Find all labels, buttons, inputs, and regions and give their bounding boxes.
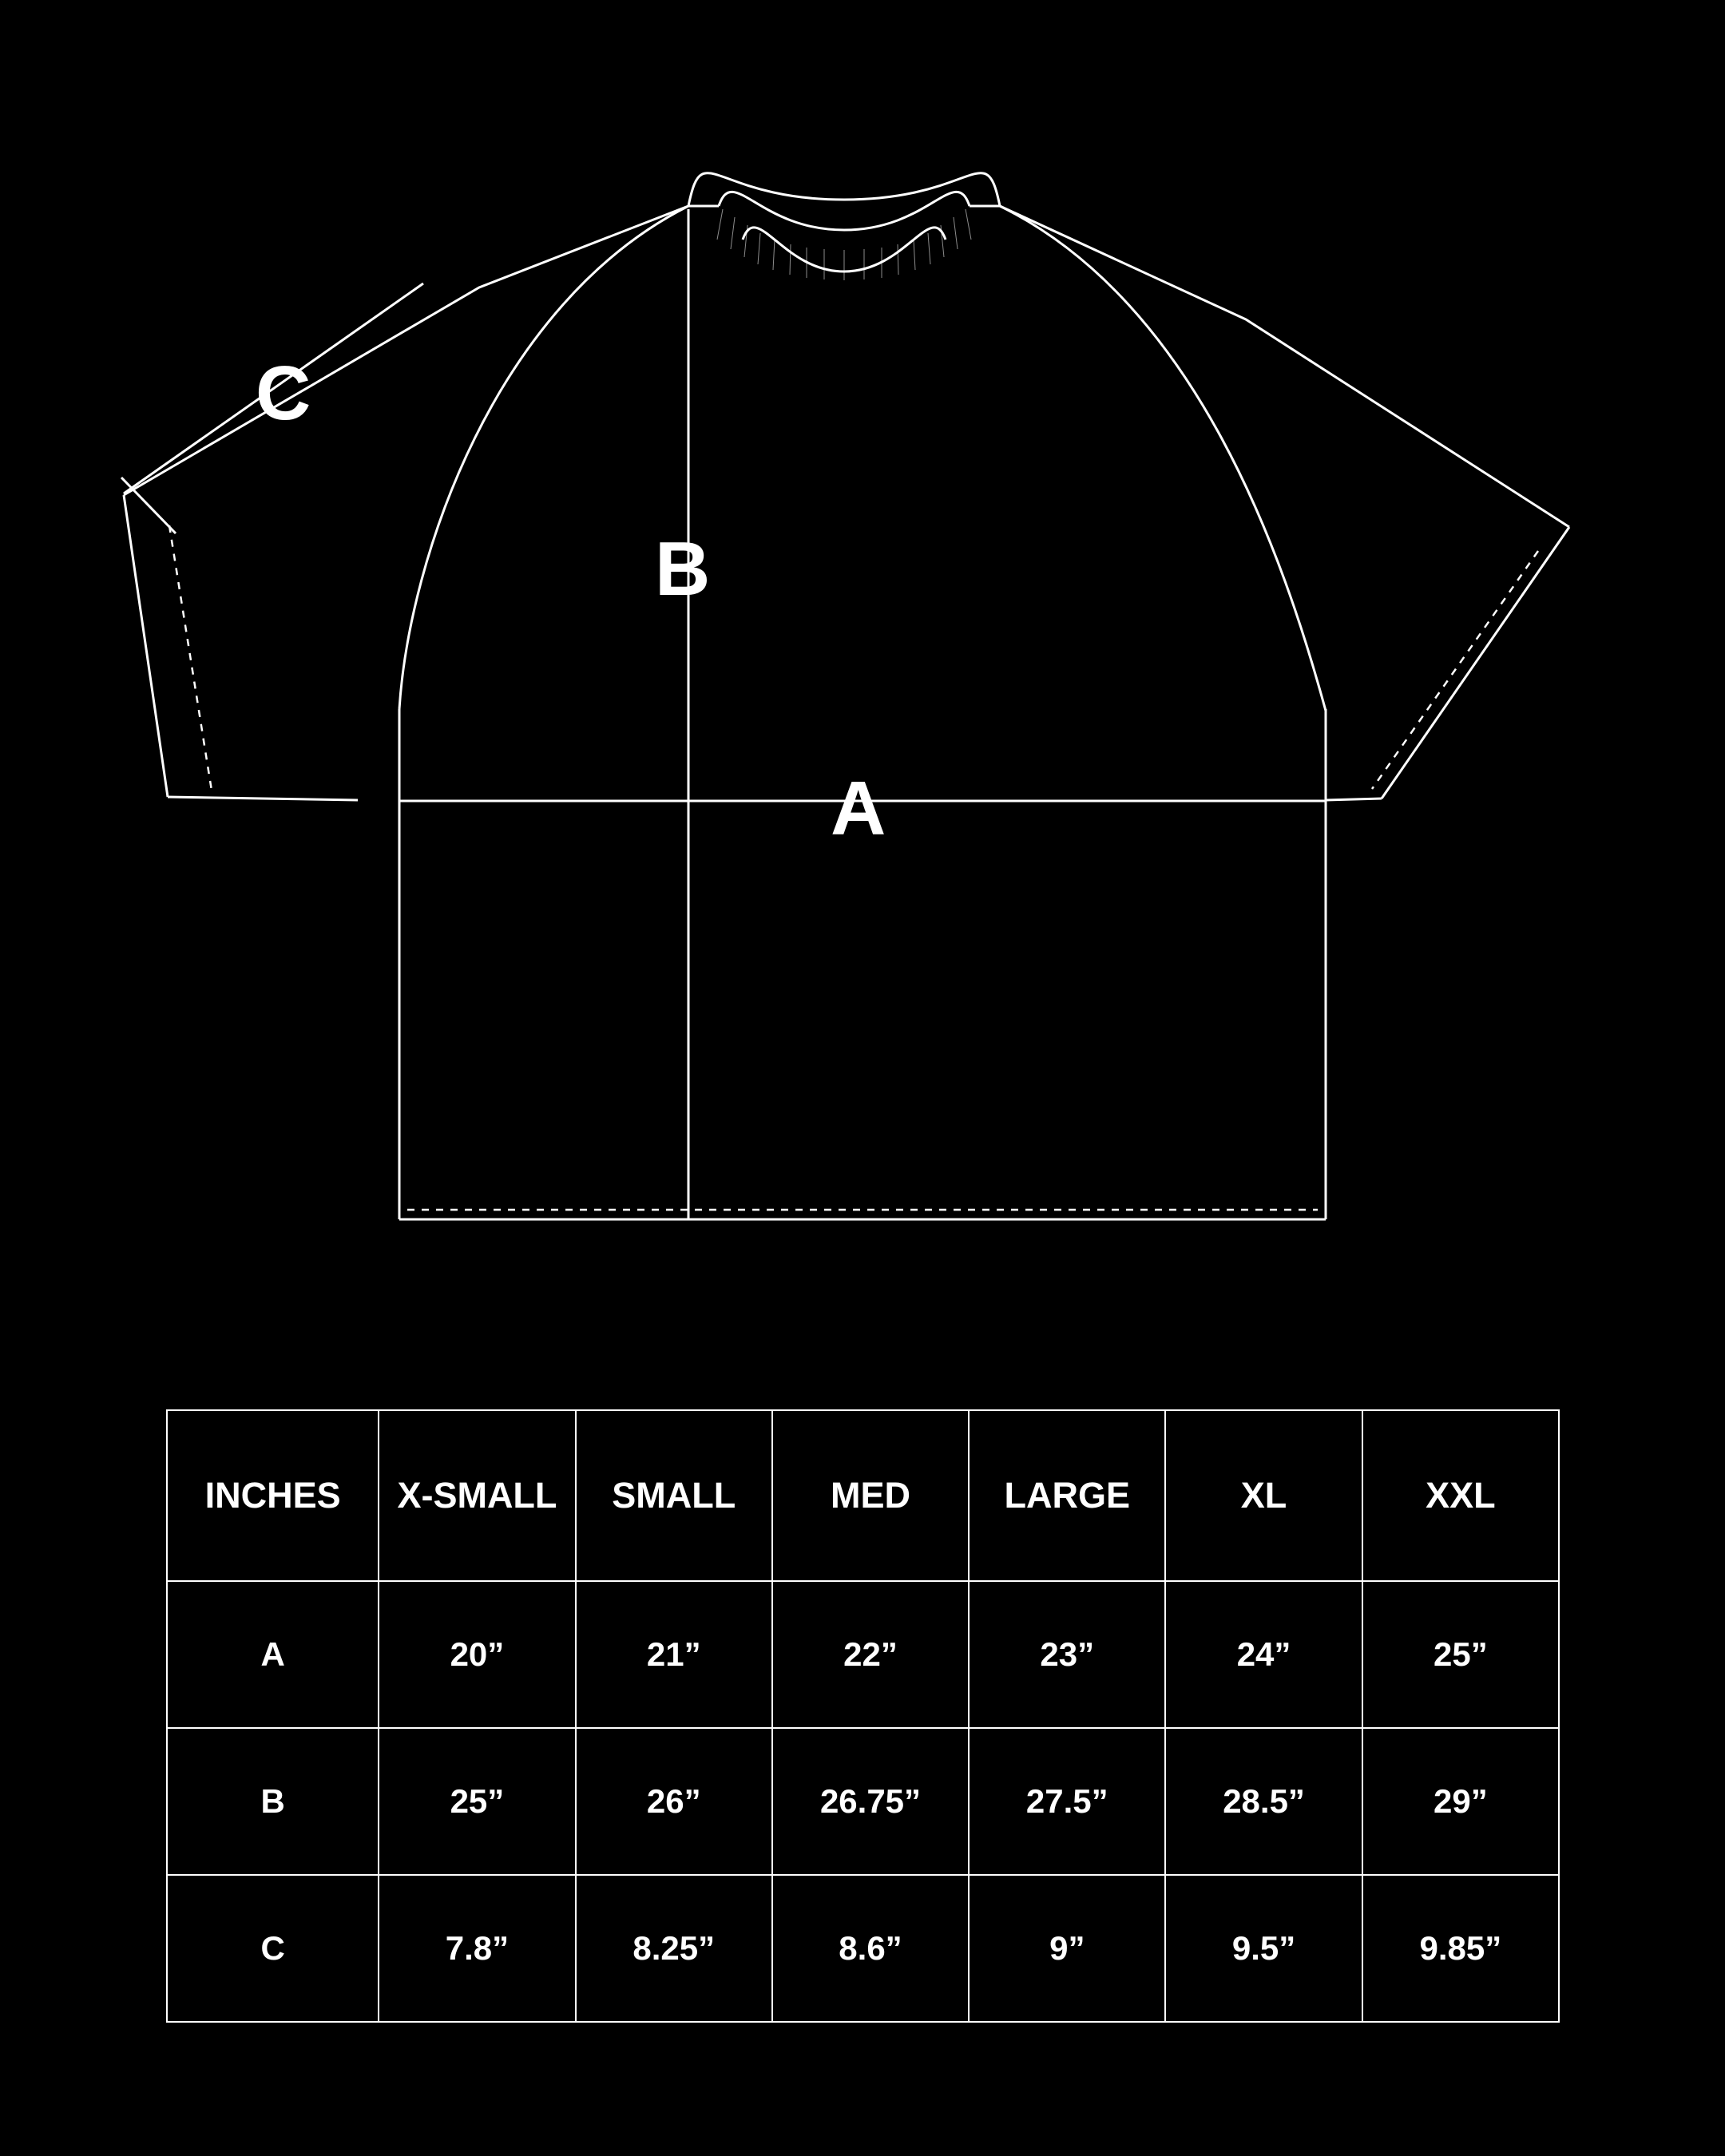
left-cuff-line	[124, 495, 168, 797]
cell-a-xsmall: 20”	[379, 1581, 575, 1728]
dimension-label-a: A	[831, 766, 886, 851]
right-shoulder-line	[1000, 206, 1569, 527]
measure-line-c-endcap	[121, 478, 176, 533]
row-label-c: C	[167, 1875, 379, 2022]
stitch-details	[169, 525, 1538, 1210]
cell-c-med: 8.6”	[772, 1875, 969, 2022]
left-cuff-stitch	[169, 525, 212, 791]
left-armhole-curve	[399, 206, 688, 709]
table-row	[167, 1581, 1559, 1728]
collar-inner	[719, 192, 970, 230]
left-shoulder-line	[124, 206, 688, 495]
cell-a-xxl: 25”	[1362, 1581, 1559, 1728]
cell-c-xxl: 9.85”	[1362, 1875, 1559, 2022]
collar-outer	[688, 173, 1000, 206]
cell-a-small: 21”	[576, 1581, 772, 1728]
cell-b-xxl: 29”	[1362, 1728, 1559, 1875]
table-row	[167, 1875, 1559, 2022]
cell-a-large: 23”	[969, 1581, 1165, 1728]
cell-b-large: 27.5”	[969, 1728, 1165, 1875]
size-chart-container	[166, 1409, 1560, 2023]
column-header-small: SMALL	[576, 1410, 772, 1581]
collar-ribbing	[717, 209, 971, 280]
cell-b-xl: 28.5”	[1165, 1728, 1362, 1875]
dimension-label-b: B	[655, 526, 711, 612]
table-header-row	[167, 1410, 1559, 1581]
column-header-xsmall: X-SMALL	[379, 1410, 575, 1581]
right-cuff-stitch	[1372, 551, 1538, 789]
column-header-xxl: XXL	[1362, 1410, 1559, 1581]
column-header-large: LARGE	[969, 1410, 1165, 1581]
cell-b-med: 26.75”	[772, 1728, 969, 1875]
cell-c-large: 9”	[969, 1875, 1165, 2022]
table-row	[167, 1728, 1559, 1875]
column-header-med: MED	[772, 1410, 969, 1581]
right-cuff-line	[1382, 527, 1569, 799]
cell-a-xl: 24”	[1165, 1581, 1362, 1728]
cell-c-xl: 9.5”	[1165, 1875, 1362, 2022]
cell-a-med: 22”	[772, 1581, 969, 1728]
right-sleeve-underseam	[1326, 799, 1382, 800]
dimension-label-c: C	[256, 351, 311, 436]
cell-c-xsmall: 7.8”	[379, 1875, 575, 2022]
left-sleeve-underseam	[168, 797, 358, 800]
size-chart-table	[166, 1409, 1560, 2023]
cell-b-xsmall: 25”	[379, 1728, 575, 1875]
column-header-xl: XL	[1165, 1410, 1362, 1581]
column-header-unit: INCHES	[167, 1410, 379, 1581]
cell-b-small: 26”	[576, 1728, 772, 1875]
cell-c-small: 8.25”	[576, 1875, 772, 2022]
row-label-b: B	[167, 1728, 379, 1875]
row-label-a: A	[167, 1581, 379, 1728]
